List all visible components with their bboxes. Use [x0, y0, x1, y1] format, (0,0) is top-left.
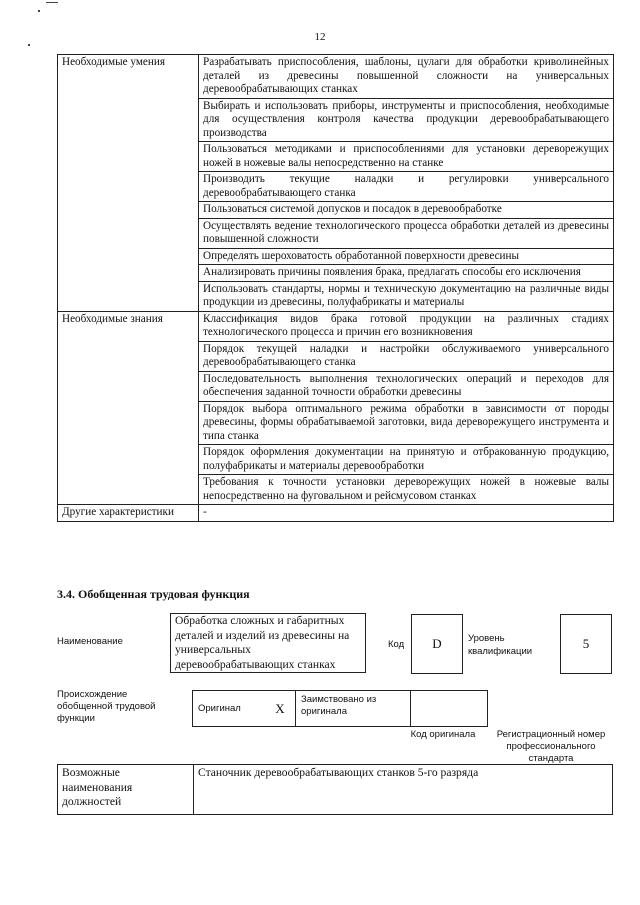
qualification-level-field: 5	[560, 614, 612, 674]
row-group-label: Необходимые знания	[58, 311, 199, 505]
reg-number-cell	[488, 691, 614, 727]
row-item-text: Осуществлять ведение технологического процесса обработки деталей из древесины повышенной сложности	[199, 218, 614, 248]
row-item-text: Определять шероховатость обработанной поверхности древесины	[199, 248, 614, 265]
row-item-text: Порядок выбора оптимального режима обработки в зависимости от породы древесины, формы обрабатываемой заготовки, вида дереворежущего инструмента и типа станка	[199, 401, 614, 445]
positions-table	[57, 764, 613, 815]
row-item-text: Пользоваться системой допусков и посадок в деревообработке	[199, 202, 614, 219]
table-row	[58, 311, 614, 341]
page-number: 12	[314, 31, 326, 43]
skills-knowledge-table	[57, 54, 614, 522]
row-item-text: Выбирать и использовать приборы, инструменты и приспособления, необходимые для осуществления контроля качества продукции деревообрабатывающего производства	[199, 98, 614, 142]
function-name-field: Обработка сложных и габаритных деталей и изделий из древесины на универсальных деревообрабатывающих станках	[170, 613, 366, 673]
code-original-caption: Код оригинала	[410, 729, 476, 740]
origin-label: Происхождение обобщенной трудовой функции	[57, 689, 156, 724]
original-label: Оригинал	[193, 691, 266, 727]
code-label: Код	[388, 639, 405, 650]
qualification-level-label: Уровень квалификации	[468, 633, 533, 657]
row-item-text: Пользоваться методиками и приспособлениями для установки дереворежущих ножей в ножевые валы непосредственно на станке	[199, 142, 614, 172]
row-item-text: Классификация видов брака готовой продукции на различных стадиях технологического процесса и причин его возникновения	[199, 311, 614, 341]
row-item-text: Использовать стандарты, нормы и техническую документацию на различные виды продукции из древесины, полуфабрикаты и материалы	[199, 281, 614, 311]
row-item-text: Разрабатывать приспособления, шаблоны, цулаги для обработки криволинейных деталей из древесины повышенной сложности на универсальных деревообрабатывающих станках	[199, 55, 614, 99]
row-item-text: Последовательность выполнения технологических операций и переходов для обеспечения заданной точности обработки древесины	[199, 371, 614, 401]
original-mark: X	[265, 691, 296, 727]
row-group-label: Необходимые умения	[58, 55, 199, 312]
registration-number-caption: Регистрационный номер профессионального стандарта	[496, 729, 606, 764]
name-label: Наименование	[57, 636, 123, 647]
origin-table	[192, 690, 613, 727]
section-title: 3.4. Обобщенная трудовая функция	[57, 587, 250, 601]
borrowed-label: Заимствовано из оригинала	[296, 691, 411, 727]
row-item-text: Требования к точности установки дереворежущих ножей в ножевые валы непосредственно на фуговальном и рейсмусовом станках	[199, 475, 614, 505]
code-original-cell	[411, 691, 488, 727]
table-row	[58, 55, 614, 99]
table-row	[58, 505, 614, 522]
row-item-text: Порядок текущей наладки и настройки обслуживаемого универсального деревообрабатывающего станка	[199, 341, 614, 371]
positions-label: Возможные наименования должностей	[58, 765, 194, 815]
positions-value: Станочник деревообрабатывающих станков 5-го разряда	[194, 765, 613, 815]
row-item-text: Порядок оформления документации на принятую и отбракованную продукцию, полуфабрикаты и материалы деревообработки	[199, 445, 614, 475]
row-item-text: Анализировать причины появления брака, предлагать способы его исключения	[199, 265, 614, 282]
code-field: D	[411, 614, 463, 674]
row-item-text: -	[199, 505, 614, 522]
row-item-text: Производить текущие наладки и регулировки универсального деревообрабатывающего станка	[199, 172, 614, 202]
row-group-label: Другие характеристики	[58, 505, 199, 522]
